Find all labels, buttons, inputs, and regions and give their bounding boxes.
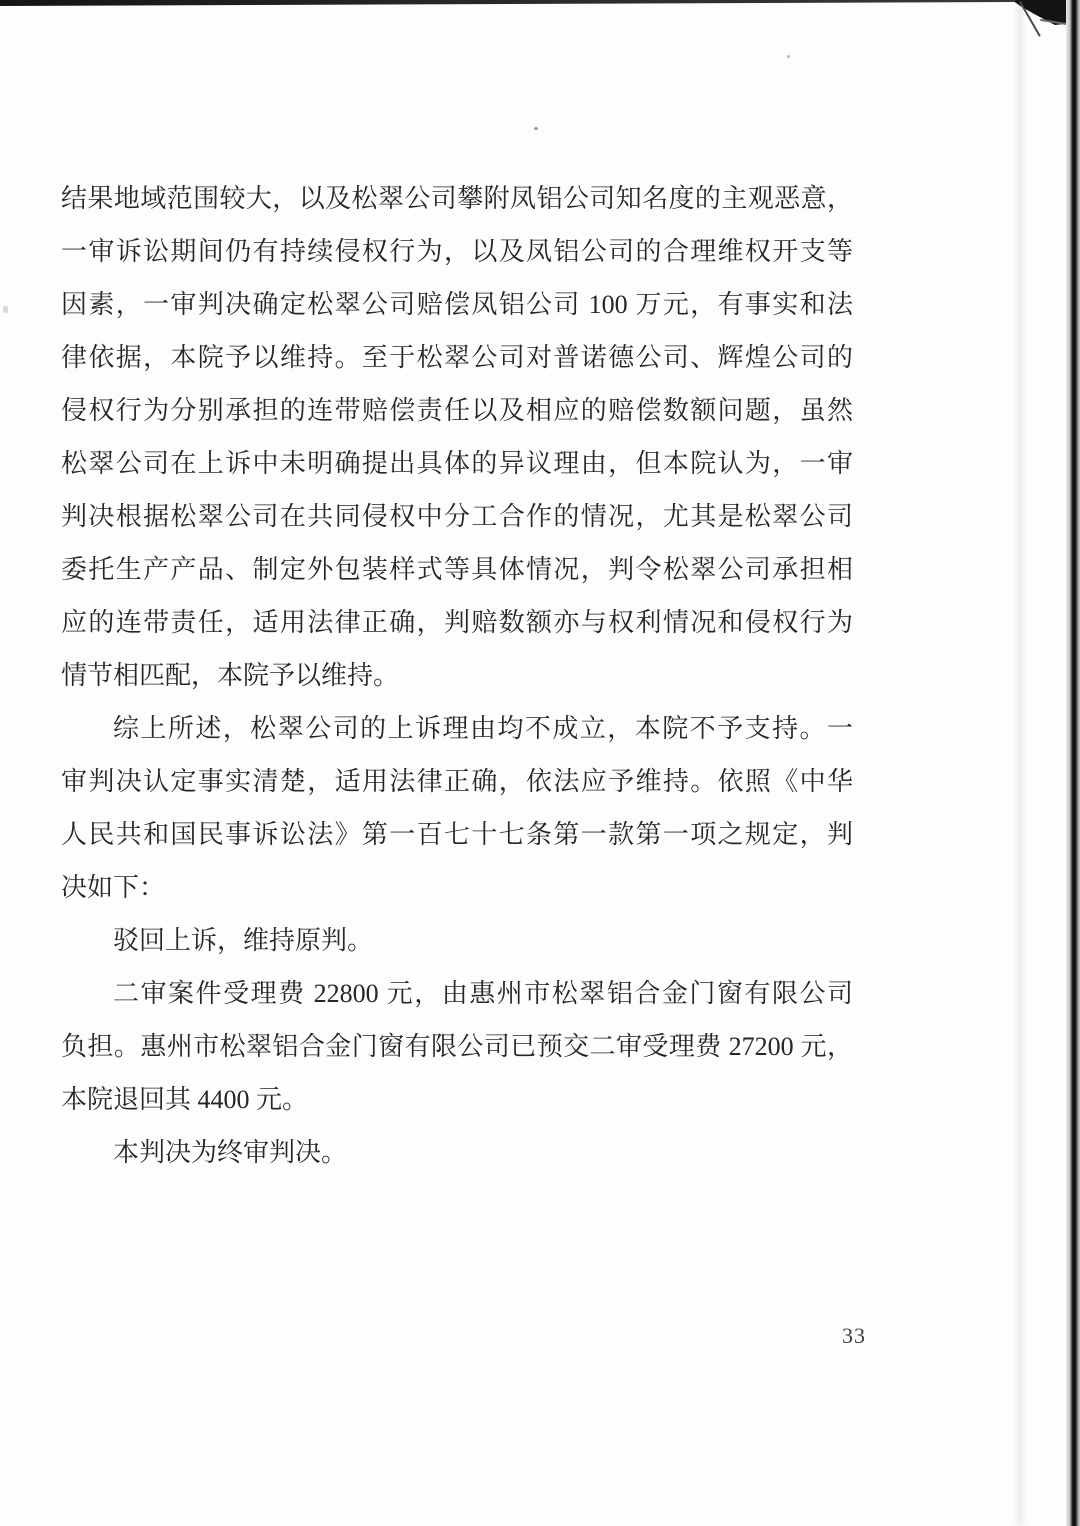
text-line: 本院退回其 4400 元。 [61, 1085, 309, 1114]
text-line: 松翠公司在上诉中未明确提出具体的异议理由，但本院认为，一审 [61, 449, 853, 478]
scan-speckle [3, 306, 8, 313]
text-line: 综上所述，松翠公司的上诉理由均不成立，本院不予支持。一 [113, 714, 853, 743]
scan-speckle [787, 55, 790, 58]
text-line: 侵权行为分别承担的连带赔偿责任以及相应的赔偿数额问题，虽然 [61, 396, 853, 425]
text-line: 判决根据松翠公司在共同侵权中分工合作的情况，尤其是松翠公司 [61, 502, 853, 531]
text-line: 一审诉讼期间仍有持续侵权行为，以及凤铝公司的合理维权开支等 [61, 237, 853, 266]
text-line: 情节相匹配，本院予以维持。 [61, 661, 400, 690]
scan-artifact-right-edge [1066, 0, 1080, 1526]
judgment-body-text [61, 172, 853, 1179]
text-line: 结果地域范围较大，以及松翠公司攀附凤铝公司知名度的主观恶意， [61, 184, 853, 213]
scan-artifact-top-edge [0, 0, 1022, 6]
text-line: 应的连带责任，适用法律正确，判赔数额亦与权利情况和侵权行为 [61, 608, 853, 637]
text-line: 决如下： [61, 873, 166, 902]
text-line: 负担。惠州市松翠铝合金门窗有限公司已预交二审受理费 27200 元， [61, 1032, 853, 1061]
text-line: 委托生产产品、制定外包装样式等具体情况，判令松翠公司承担相 [61, 555, 853, 584]
text-line: 二审案件受理费 22800 元，由惠州市松翠铝合金门窗有限公司 [113, 979, 853, 1008]
text-line: 审判决认定事实清楚，适用法律正确，依法应予维持。依照《中华 [61, 767, 853, 796]
scan-artifact-faint-line [1017, 0, 1023, 1526]
text-line: 律依据，本院予以维持。至于松翠公司对普诺德公司、辉煌公司的 [61, 343, 853, 372]
page-number: 33 [842, 1323, 866, 1348]
text-line: 驳回上诉，维持原判。 [113, 926, 374, 955]
text-line: 本判决为终审判决。 [113, 1138, 348, 1167]
text-line: 人民共和国民事诉讼法》第一百七十七条第一款第一项之规定，判 [61, 820, 853, 849]
text-line: 因素，一审判决确定松翠公司赔偿凤铝公司 100 万元，有事实和法 [61, 290, 853, 319]
scan-speckle [534, 127, 538, 130]
